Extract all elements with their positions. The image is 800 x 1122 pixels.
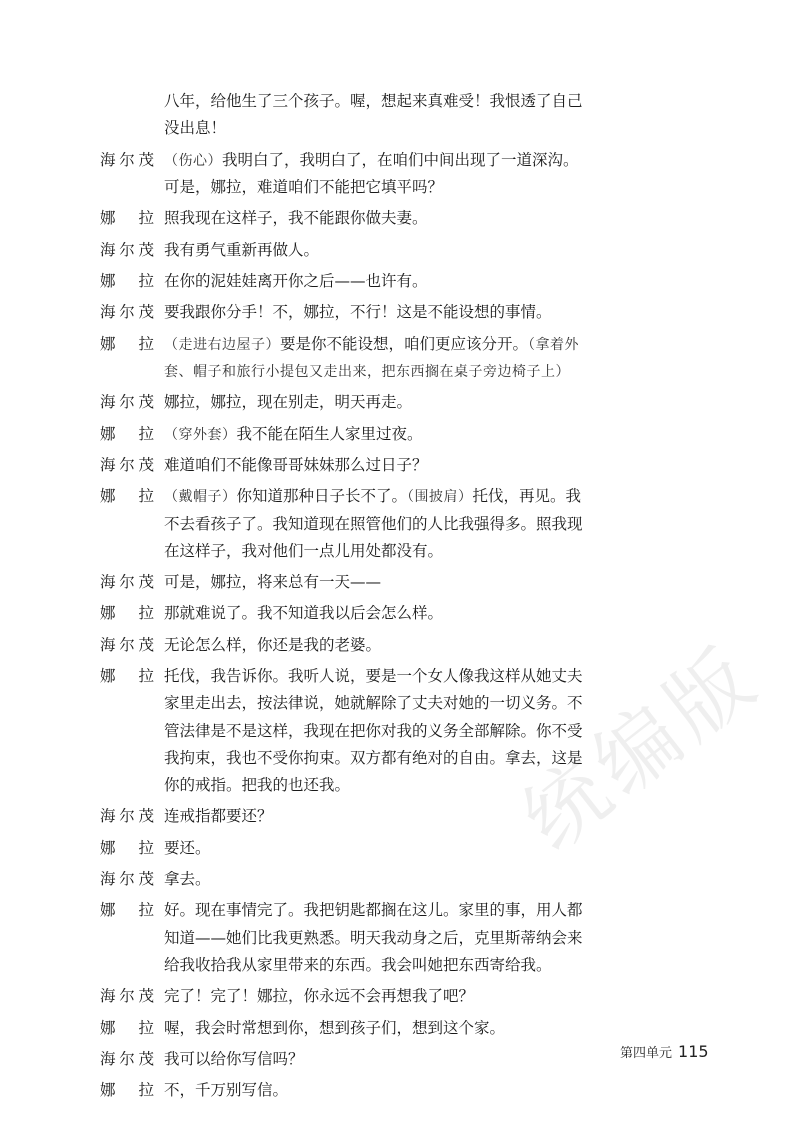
speaker-name: 娜 拉: [100, 1081, 154, 1100]
dialogue-line: [100, 483, 700, 510]
dialogue-line: [100, 452, 700, 479]
speech-content: 娜拉，娜拉，现在别走，明天再走。: [164, 393, 413, 412]
page-number: 115: [678, 1042, 709, 1061]
speech-text: [164, 538, 443, 565]
dialogue-line: [100, 299, 700, 326]
dialogue-line: [100, 663, 700, 690]
speech-content: 那就难说了。我不知道我以后会怎么样。: [164, 604, 444, 623]
dialogue-script: [100, 88, 700, 1105]
continuation-line: [100, 690, 700, 717]
speech-content: 我可以给你写信吗？: [164, 1049, 304, 1068]
stage-direction: （走进右边屋子）: [164, 336, 280, 353]
speech-text: [164, 1046, 304, 1073]
speech-content: 喔，我会时常想到你，想到孩子们，想到这个家。: [164, 1018, 506, 1037]
speech-text: [164, 690, 583, 717]
speaker-name: 娜 拉: [100, 1018, 154, 1037]
speech-content: 没出息！: [164, 119, 227, 138]
speaker-name: 娜 拉: [100, 334, 154, 353]
watermark: 统编版: [506, 627, 778, 870]
speaker-name: 娜 拉: [100, 604, 154, 623]
speech-text: [164, 952, 552, 979]
speaker-name: 海尔茂: [100, 807, 154, 826]
speech-text: [164, 1015, 505, 1042]
speaker-name: 海尔茂: [100, 573, 154, 592]
dialogue-line: [100, 147, 700, 174]
speech-text: [164, 632, 381, 659]
dialogue-line: [100, 569, 700, 596]
speech-content: 给我收拾我从家里带来的东西。我会叫她把东西寄给我。: [164, 955, 552, 974]
dialogue-line: [100, 268, 700, 295]
continuation-line: [100, 115, 700, 142]
speech-content: 我明白了，我明白了，在咱们中间出现了一道深沟。: [222, 150, 579, 169]
speaker-name: 海尔茂: [100, 455, 154, 474]
continuation-line: [100, 88, 700, 115]
dialogue-line: [100, 1046, 700, 1073]
speech-text: [164, 600, 443, 627]
speech-text: [164, 452, 428, 479]
speech-content: 你的戒指。把我的也还我。: [164, 775, 351, 794]
speech-content: 我有勇气重新再做人。: [164, 240, 320, 259]
speech-content: 拿去。: [164, 870, 211, 889]
speech-content: 要还。: [164, 838, 211, 857]
dialogue-line: [100, 983, 700, 1010]
speech-text: [164, 389, 412, 416]
dialogue-line: [100, 803, 700, 830]
speaker-name: 海尔茂: [100, 870, 154, 889]
dialogue-line: [100, 866, 700, 893]
speech-text: [164, 88, 583, 115]
dialogue-line: [100, 1015, 700, 1042]
speech-text: [164, 1077, 288, 1104]
speaker-name: 海尔茂: [100, 240, 154, 259]
stage-direction: 套、帽子和旅行小提包又走出来，把东西搁在桌子旁边椅子上）: [164, 363, 570, 380]
speech-content: 八年，给他生了三个孩子。喔，想起来真难受！我恨透了自己: [164, 92, 583, 110]
speech-content: 托伐，再见。我: [472, 487, 582, 506]
dialogue-line: [100, 331, 700, 358]
continuation-line: [100, 718, 700, 745]
speaker-name: 娜 拉: [100, 667, 154, 686]
speech-content: 好。现在事情完了。我把钥匙都搁在这儿。家里的事，用人都: [164, 901, 583, 920]
speech-text: [164, 483, 581, 511]
speaker-name: 娜 拉: [100, 838, 154, 857]
speech-text: [164, 866, 211, 893]
speech-text: [164, 237, 319, 264]
speaker-name: 娜 拉: [100, 271, 154, 290]
speaker-name: 娜 拉: [100, 901, 154, 920]
continuation-line: [100, 358, 700, 385]
continuation-line: [100, 772, 700, 799]
speech-content: 难道咱们不能像哥哥妹妹那么过日子？: [164, 455, 428, 474]
speech-text: [164, 358, 570, 386]
speech-text: [164, 421, 423, 449]
speaker-name: 娜 拉: [100, 209, 154, 228]
speech-content: 家里走出去，按法律说，她就解除了丈夫对她的一切义务。不: [164, 694, 583, 713]
speech-content: 可是，娜拉，将来总有一天——: [164, 573, 382, 592]
speech-content: 在这样子，我对他们一点儿用处都没有。: [164, 541, 444, 560]
unit-label: 第四单元: [620, 1046, 673, 1061]
speech-content: 可是，娜拉，难道咱们不能把它填平吗？: [164, 177, 444, 196]
speaker-name: 海尔茂: [100, 303, 154, 322]
dialogue-line: [100, 835, 700, 862]
dialogue-line: [100, 421, 700, 448]
speech-content: 托伐，我告诉你。我听人说，要是一个女人像我这样从她丈夫: [164, 667, 583, 686]
speech-content: 连戒指都要还？: [164, 807, 273, 826]
speech-content: 你知道那种日子长不了。: [236, 487, 408, 506]
speaker-name: 海尔茂: [100, 635, 154, 654]
speech-text: [164, 983, 474, 1010]
speech-content: 完了！完了！娜拉，你永远不会再想我了吧？: [164, 987, 475, 1006]
speech-content: 不去看孩子了。我知道现在照管他们的人比我强得多。照我现: [164, 514, 583, 533]
speaker-name: 海尔茂: [100, 1049, 154, 1068]
speech-text: [164, 803, 273, 830]
speech-content: 无论怎么样，你还是我的老婆。: [164, 635, 382, 654]
speech-content: 知道——她们比我更熟悉。明天我动身之后，克里斯蒂纳会来: [164, 928, 583, 947]
dialogue-line: [100, 205, 700, 232]
dialogue-line: [100, 600, 700, 627]
continuation-line: [100, 745, 700, 772]
speech-content: 我不能在陌生人家里过夜。: [236, 424, 423, 443]
stage-direction: （伤心）: [164, 152, 222, 169]
dialogue-line: [100, 632, 700, 659]
continuation-line: [100, 952, 700, 979]
speech-content: 照我现在这样子，我不能跟你做夫妻。: [164, 209, 428, 228]
speaker-name: 海尔茂: [100, 393, 154, 412]
page-footer: [620, 1042, 709, 1061]
speaker-name: 海尔茂: [100, 987, 154, 1006]
stage-direction: （围披肩）: [407, 489, 473, 506]
stage-direction: （穿外套）: [164, 426, 237, 443]
continuation-line: [100, 174, 700, 201]
speech-text: [164, 268, 428, 295]
speech-content: 管法律是不是这样，我现在把你对我的义务全部解除。你不受: [164, 721, 583, 740]
speech-text: [164, 299, 552, 326]
speech-text: [164, 663, 583, 690]
speech-content: 不，千万别写信。: [164, 1081, 289, 1100]
dialogue-line: [100, 389, 700, 416]
continuation-line: [100, 538, 700, 565]
continuation-line: [100, 925, 700, 952]
speech-content: 在你的泥娃娃离开你之后——也许有。: [164, 271, 428, 290]
dialogue-line: [100, 1077, 700, 1104]
speech-content: 要我跟你分手！不，娜拉，不行！这是不能设想的事情。: [164, 303, 552, 322]
stage-direction: （戴帽子）: [164, 489, 237, 506]
dialogue-line: [100, 897, 700, 924]
dialogue-line: [100, 237, 700, 264]
speech-content: 要是你不能设想，咱们更应该分开。: [280, 334, 529, 353]
speech-text: [164, 331, 579, 359]
stage-direction: （拿着外: [528, 336, 580, 353]
speech-text: [164, 147, 579, 175]
speech-text: [164, 772, 350, 799]
speaker-name: 娜 拉: [100, 424, 154, 443]
continuation-line: [100, 511, 700, 538]
speech-text: [164, 745, 583, 772]
speech-content: 我拘束，我也不受你拘束。双方都有绝对的自由。拿去，这是: [164, 748, 583, 767]
speech-text: [164, 925, 583, 952]
speech-text: [164, 115, 226, 142]
speech-text: [164, 174, 443, 201]
speaker-name: 娜 拉: [100, 487, 154, 506]
speech-text: [164, 835, 211, 862]
speaker-name: 海尔茂: [100, 150, 154, 169]
speech-text: [164, 205, 428, 232]
speech-text: [164, 511, 583, 538]
speech-text: [164, 897, 583, 924]
speech-text: [164, 718, 583, 745]
speech-text: [164, 569, 381, 596]
